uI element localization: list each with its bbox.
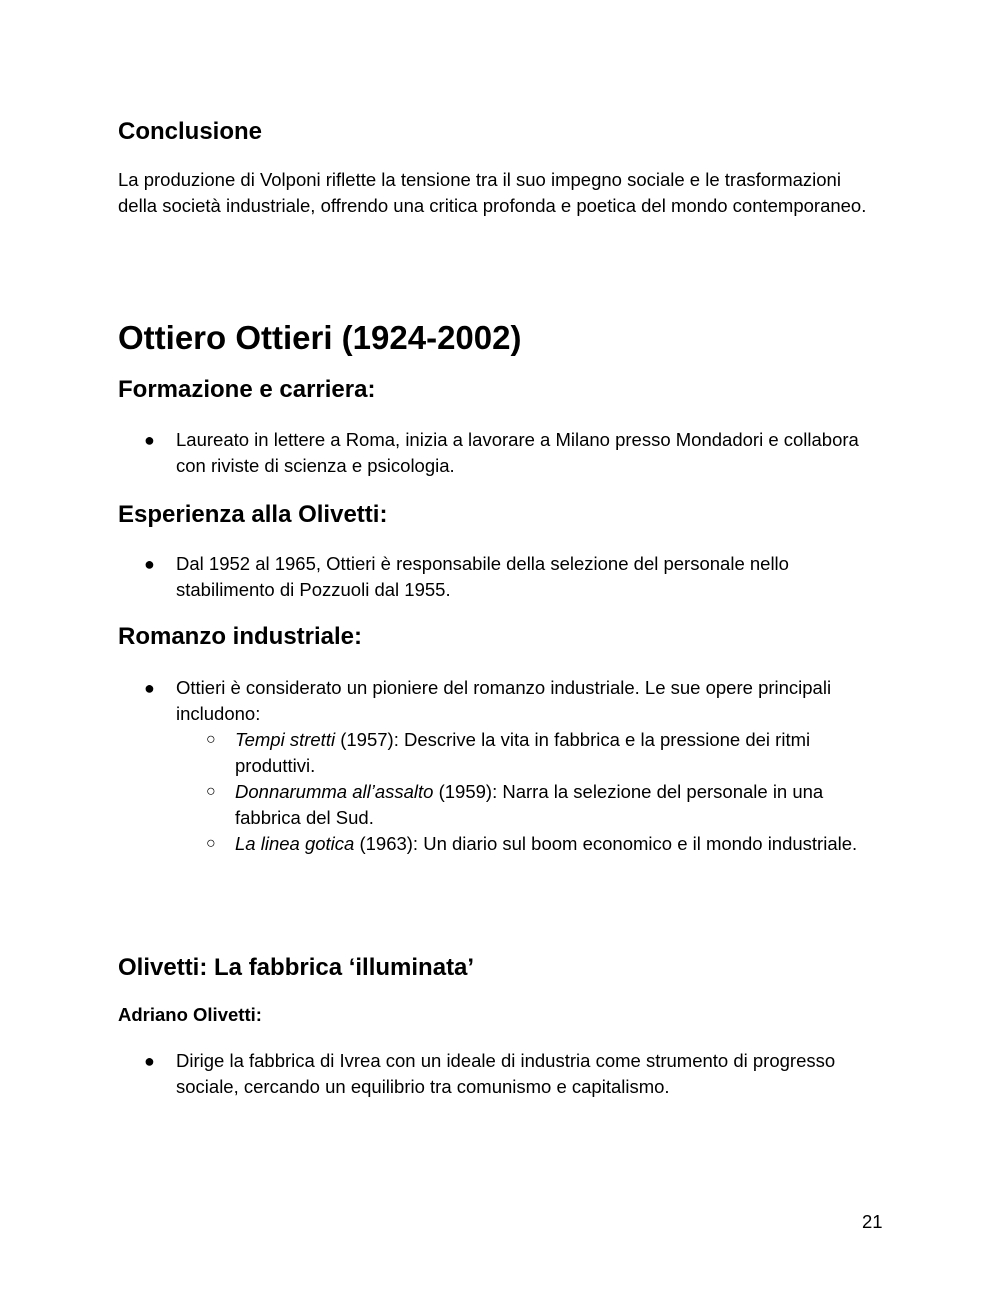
bullet-icon: ● bbox=[144, 430, 155, 450]
romanzo-list bbox=[118, 675, 888, 857]
list-item bbox=[118, 427, 888, 479]
formazione-list bbox=[118, 427, 888, 479]
work-description: (1963): Un diario sul boom economico e il mondo industriale. bbox=[354, 833, 858, 854]
olivetti-heading: Olivetti: La fabbrica ‘illuminata’ bbox=[118, 954, 475, 981]
list-item bbox=[118, 551, 888, 603]
work-title: La linea gotica bbox=[235, 833, 355, 854]
bullet-icon: ● bbox=[144, 1051, 155, 1071]
romanzo-heading: Romanzo industriale: bbox=[118, 623, 363, 650]
list-item-text: Laureato in lettere a Roma, inizia a lavorare a Milano presso Mondadori e collabora con riviste di scienza e psicologia. bbox=[176, 429, 859, 476]
work-item bbox=[176, 727, 888, 779]
list-item-text: Ottieri è considerato un pioniere del romanzo industriale. Le sue opere principali includono: bbox=[176, 677, 832, 724]
list-item-text: Dal 1952 al 1965, Ottieri è responsabile della selezione del personale nello stabilimento di Pozzuoli dal 1955. bbox=[176, 553, 789, 600]
page-number: 21 bbox=[862, 1211, 883, 1232]
conclusion-paragraph: La produzione di Volponi riflette la tensione tra il suo impegno sociale e le trasformazioni della società industriale, offrendo una critica profonda e poetica del mondo contemporaneo. bbox=[118, 169, 867, 216]
list-item bbox=[118, 675, 888, 857]
esperienza-list bbox=[118, 551, 888, 603]
work-item bbox=[176, 779, 888, 831]
bullet-icon: ● bbox=[144, 678, 155, 698]
work-item bbox=[176, 831, 888, 857]
works-list bbox=[176, 727, 888, 857]
list-item-text: Dirige la fabbrica di Ivrea con un ideale di industria come strumento di progresso sociale, cercando un equilibrio tra comunismo e capitalismo. bbox=[176, 1050, 836, 1097]
work-title: Tempi stretti bbox=[235, 729, 336, 750]
circle-bullet-icon: ○ bbox=[206, 783, 216, 800]
work-title: Donnarumma all’assalto bbox=[235, 781, 434, 802]
circle-bullet-icon: ○ bbox=[206, 731, 216, 748]
adriano-subheading: Adriano Olivetti: bbox=[118, 1004, 262, 1025]
work-description: (1959): Narra la selezione del personale in una fabbrica del Sud. bbox=[235, 781, 824, 828]
list-item bbox=[118, 1048, 888, 1100]
circle-bullet-icon: ○ bbox=[206, 835, 216, 852]
work-description: (1957): Descrive la vita in fabbrica e la pressione dei ritmi produttivi. bbox=[235, 729, 811, 776]
conclusion-heading: Conclusione bbox=[118, 118, 263, 145]
ottieri-title: Ottiero Ottieri (1924-2002) bbox=[118, 319, 522, 356]
formazione-heading: Formazione e carriera: bbox=[118, 376, 376, 403]
esperienza-heading: Esperienza alla Olivetti: bbox=[118, 501, 388, 528]
bullet-icon: ● bbox=[144, 554, 155, 574]
olivetti-list bbox=[118, 1048, 888, 1100]
